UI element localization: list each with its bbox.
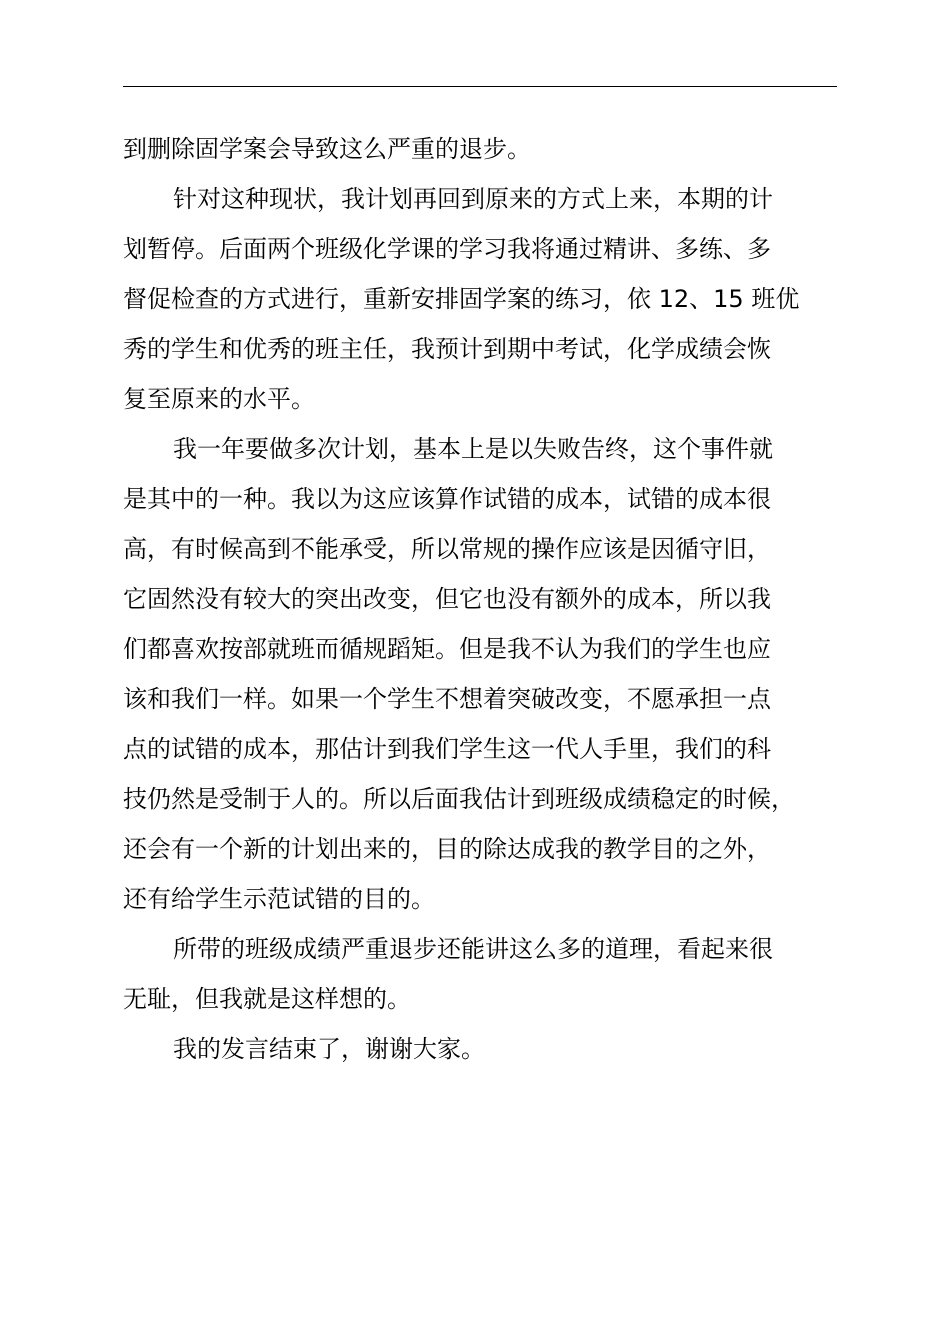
text-line: 还会有一个新的计划出来的，目的除达成我的教学目的之外， [123,835,771,863]
paragraph-first-line: 针对这种现状，我计划再回到原来的方式上来，本期的计 [173,185,773,213]
text-line: 该和我们一样。如果一个学生不想着突破改变，不愿承担一点 [123,685,771,713]
text-line: 技仍然是受制于人的。所以后面我估计到班级成绩稳定的时候， [123,785,795,813]
text-line: 是其中的一种。我以为这应该算作试错的成本，试错的成本很 [123,485,771,513]
text-line: 们都喜欢按部就班而循规蹈矩。但是我不认为我们的学生也应 [123,635,771,663]
document-body [123,124,837,1074]
text-line: 点的试错的成本，那估计到我们学生这一代人手里，我们的科 [123,735,771,763]
paragraph-first-line: 所带的班级成绩严重退步还能讲这么多的道理，看起来很 [173,935,773,963]
paragraph-first-line: 我的发言结束了，谢谢大家。 [173,1035,485,1063]
text-line: 复至原来的水平。 [123,385,315,413]
text-line: 无耻，但我就是这样想的。 [123,985,411,1013]
paragraph-first-line: 我一年要做多次计划，基本上是以失败告终，这个事件就 [173,435,773,463]
text-line: 秀的学生和优秀的班主任，我预计到期中考试，化学成绩会恢 [123,335,771,363]
text-line: 到删除固学案会导致这么严重的退步。 [123,135,531,163]
text-line: 高，有时候高到不能承受，所以常规的操作应该是因循守旧， [123,535,771,563]
header-rule [123,86,837,87]
text-line: 还有给学生示范试错的目的。 [123,885,435,913]
text-line: 督促检查的方式进行，重新安排固学案的练习，依 12、15 班优 [123,285,800,313]
text-line: 它固然没有较大的突出改变，但它也没有额外的成本，所以我 [123,585,771,613]
text-line: 划暂停。后面两个班级化学课的学习我将通过精讲、多练、多 [123,235,771,263]
